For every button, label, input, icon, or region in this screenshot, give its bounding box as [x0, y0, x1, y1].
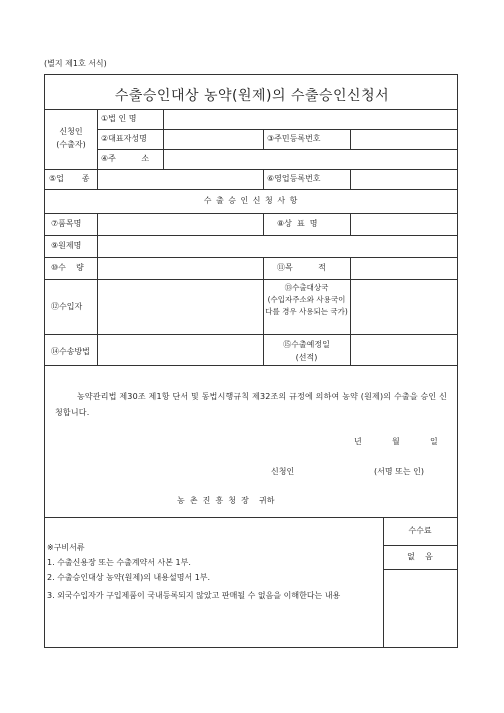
signer-field[interactable]: [305, 464, 369, 478]
fee-label: 수수료: [408, 526, 432, 535]
row-line: [383, 569, 457, 570]
corp-name-label: ①법 인 명: [101, 114, 137, 123]
quantity-label: ⑩수 량: [51, 263, 84, 272]
product-label: ⑦품목명: [51, 219, 82, 228]
address-field[interactable]: [165, 151, 455, 167]
col-line: [97, 109, 98, 169]
document-item: 1. 수출신용장 또는 수출계약서 사본 1부.: [47, 558, 191, 567]
col-line: [163, 109, 164, 169]
raw-material-field[interactable]: [99, 237, 455, 255]
row-line: [45, 169, 457, 170]
row-line: [97, 129, 457, 130]
application-form: [44, 74, 458, 648]
row-line: [45, 334, 457, 335]
addressee: 농 촌 진 흥 청 장 귀하: [177, 496, 275, 505]
date-day: 일: [430, 437, 438, 446]
col-line: [97, 213, 98, 365]
row-line: [45, 189, 457, 190]
product-field[interactable]: [99, 215, 261, 233]
row-line: [45, 109, 457, 110]
document-item: 2. 수출승인대상 농약(원제)의 내용설명서 1부.: [47, 573, 211, 582]
transport-label: ⑭수송방법: [51, 347, 90, 356]
fee-value: 없 음: [407, 552, 433, 561]
documents-title: ※구비서류: [47, 543, 85, 552]
col-line: [97, 169, 98, 189]
destination-label: ⑬수출대상국 (수입자주소와 사용국이 다를 경우 사용되는 국가): [265, 283, 348, 316]
row-line: [45, 517, 457, 518]
importer-label: ⑫수입자: [51, 302, 83, 311]
col-line: [350, 129, 351, 149]
purpose-field[interactable]: [352, 259, 455, 277]
importer-field[interactable]: [99, 281, 261, 332]
document-item: 3. 외국수입자가 구입제품이 국내등록되지 않았고 판매될 수 없음을 이해한다는 내용: [47, 591, 341, 600]
export-date-label: ⑮수출예정일 (선적): [283, 340, 330, 362]
col-line: [263, 257, 264, 365]
col-line: [383, 517, 384, 647]
brand-label: ⑧상 표 명: [277, 219, 318, 228]
col-line: [350, 213, 351, 235]
row-line: [383, 545, 457, 546]
row-line: [45, 257, 457, 258]
signer-label: 신청인: [271, 467, 295, 476]
signature-placeholder: (서명 또는 인): [374, 467, 424, 476]
quantity-field[interactable]: [99, 259, 261, 277]
date-year: 년: [354, 437, 362, 446]
representative-label: ②대표자성명: [101, 134, 147, 143]
form-title: 수출승인대상 농약(원제)의 수출승인신청서: [114, 88, 390, 104]
row-line: [45, 279, 457, 280]
applicant-group-label: 신청인 (수출자): [56, 127, 86, 149]
date-month: 월: [392, 437, 400, 446]
statement-text: 농약관리법 제30조 제1항 단서 및 동법시행규칙 제32조의 규정에 의하여 농약 (원제)의 수출을 승인 신청합니다.: [55, 392, 448, 417]
purpose-label: ⑪목 적: [277, 263, 326, 272]
business-reg-no-field[interactable]: [352, 171, 455, 187]
row-line: [45, 365, 457, 366]
brand-field[interactable]: [352, 215, 455, 233]
col-line: [263, 169, 264, 189]
row-line: [97, 149, 457, 150]
section-header: 수 출 승 인 신 청 사 항: [203, 196, 299, 205]
raw-material-label: ⑨원제명: [51, 241, 82, 250]
destination-field[interactable]: [352, 281, 455, 332]
export-date-field[interactable]: [352, 336, 455, 363]
form-tag: (별지 제1호 서식): [44, 59, 107, 68]
business-type-field[interactable]: [99, 171, 261, 187]
representative-field[interactable]: [165, 131, 261, 147]
transport-field[interactable]: [99, 336, 261, 363]
row-line: [45, 235, 457, 236]
business-reg-no-label: ⑥영업등록번호: [267, 174, 321, 183]
row-line: [45, 213, 457, 214]
col-line: [350, 169, 351, 189]
col-line: [263, 213, 264, 235]
address-label: ④주 소: [101, 154, 150, 163]
col-line: [263, 129, 264, 149]
col-line: [350, 257, 351, 365]
resident-no-label: ③주민등록번호: [267, 134, 321, 143]
corp-name-field[interactable]: [165, 111, 455, 127]
business-type-label: ⑤업 종: [49, 174, 90, 183]
resident-no-field[interactable]: [352, 131, 455, 147]
